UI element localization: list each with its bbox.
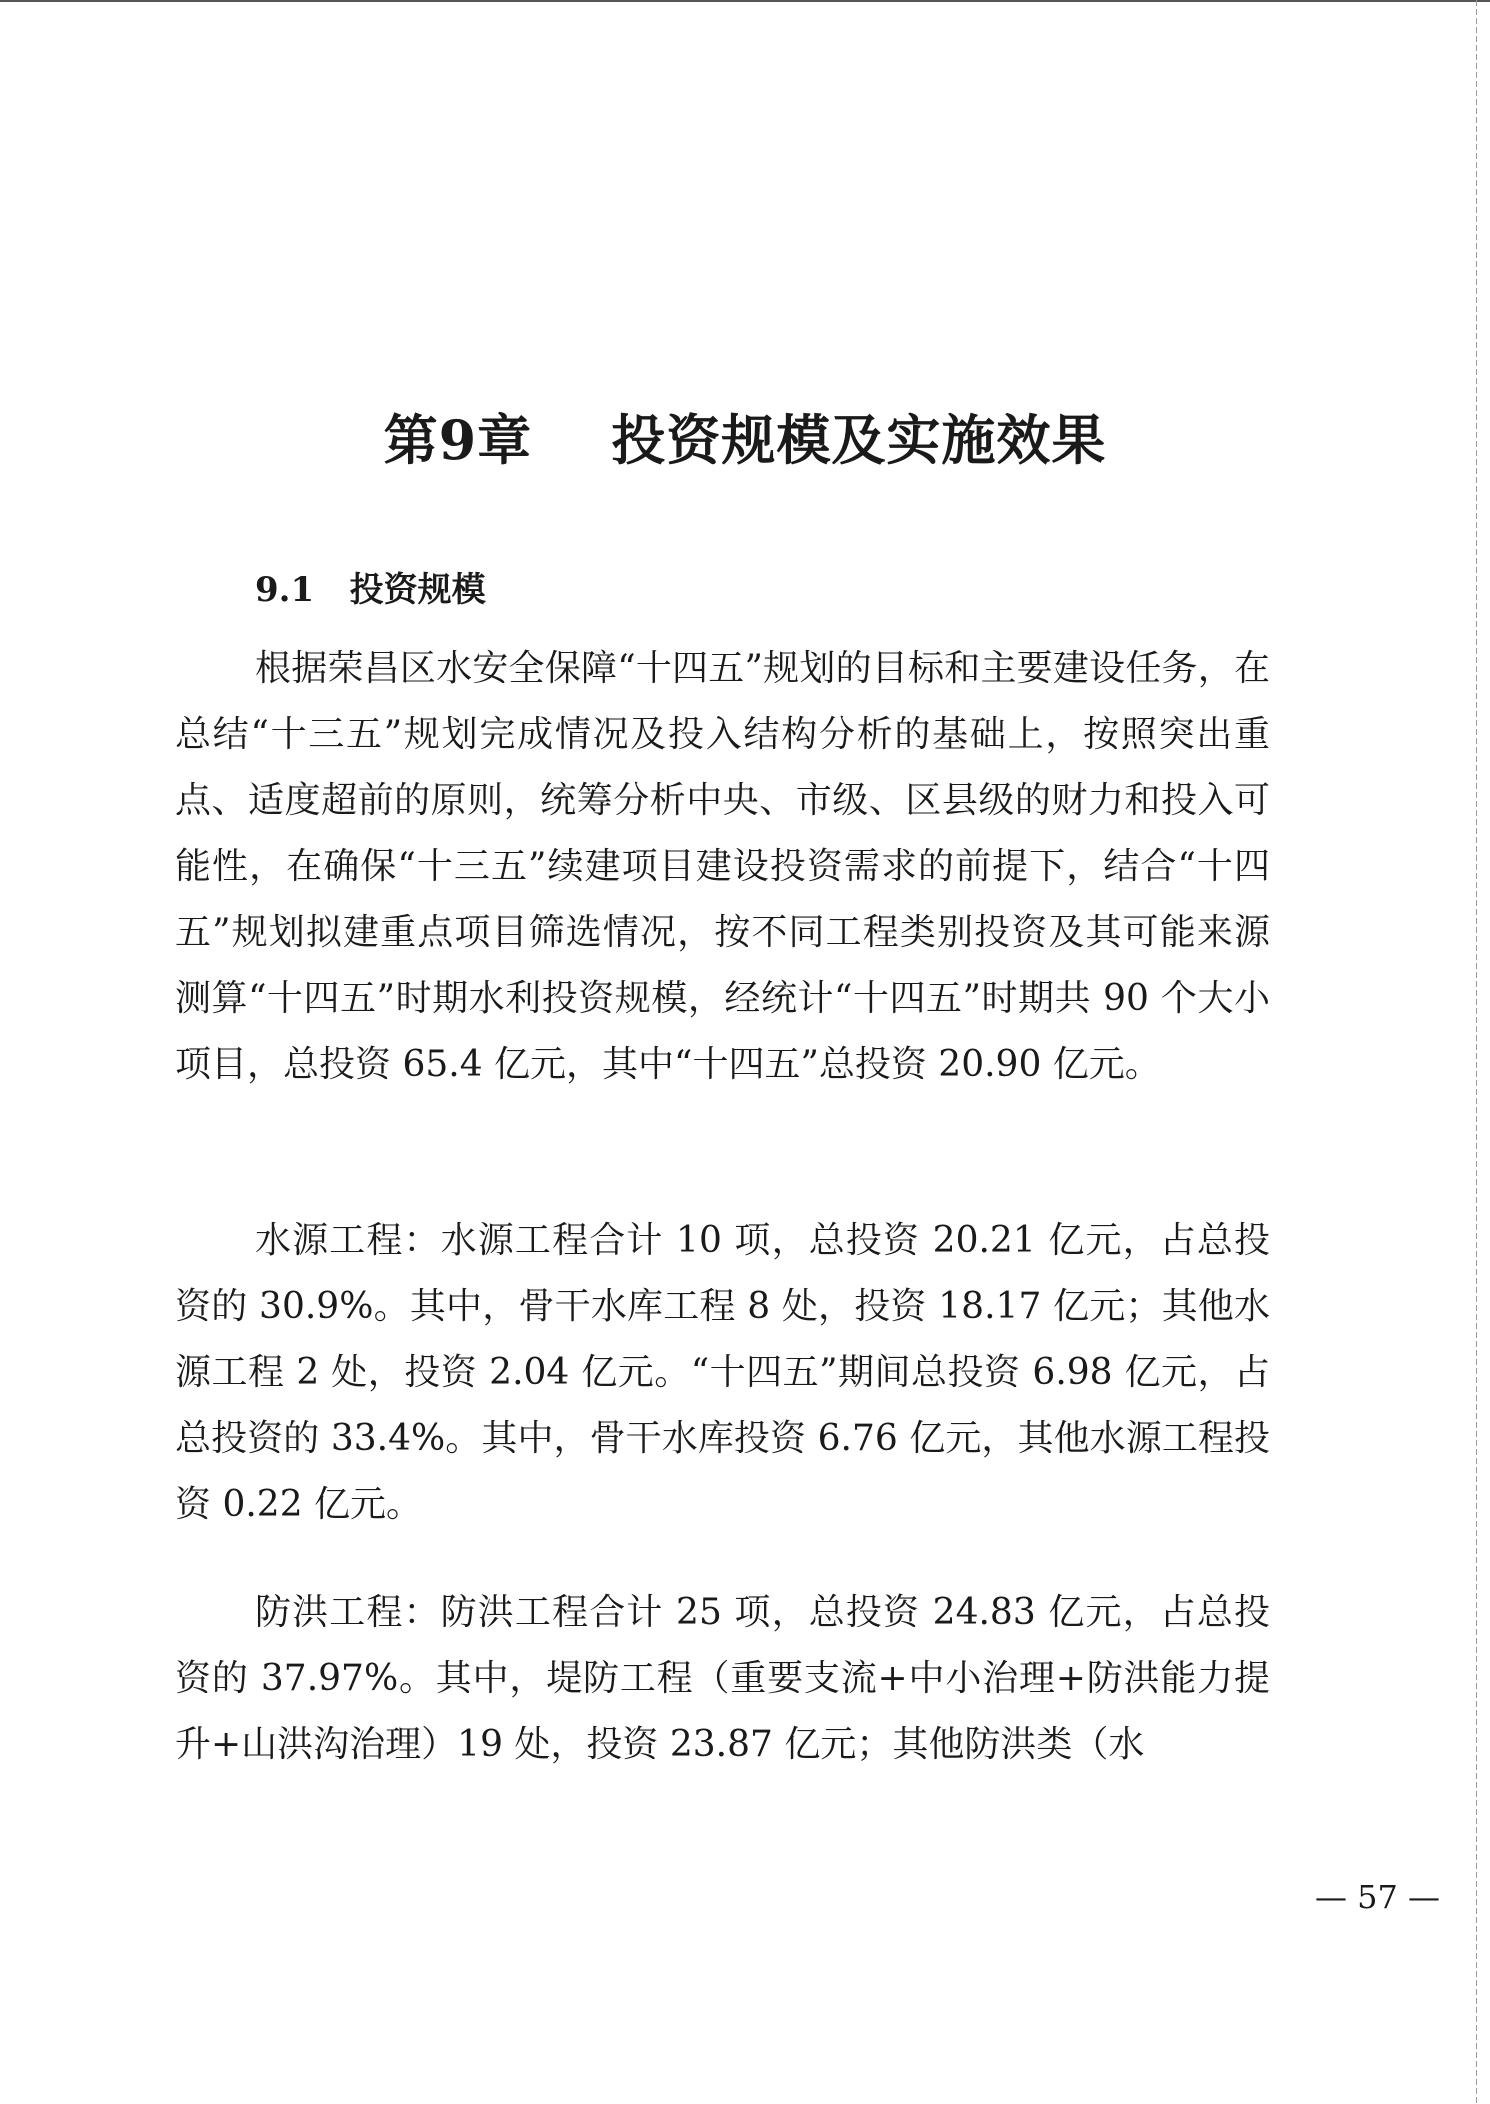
- page-top-border: [0, 0, 1490, 2]
- paragraph-investment-overview: 根据荣昌区水安全保障“十四五”规划的目标和主要建设任务，在总结“十三五”规划完成情况及投入结构分析的基础上，按照突出重点、适度超前的原则，统筹分析中央、市级、区县级的财力和投入可能性，在确保“十三五”续建项目建设投资需求的前提下，结合“十四五”规划拟建重点项目筛选情况，按不同工程类别投资及其可能来源测算“十四五”时期水利投资规模，经统计“十四五”时期共 90 个大小项目，总投资 65.4 亿元，其中“十四五”总投资 20.90 亿元。: [175, 648, 1270, 1085]
- paragraph-flood-control: 防洪工程：防洪工程合计 25 项，总投资 24.83 亿元，占总投资的 37.97%。其中，堤防工程（重要支流+中小治理+防洪能力提升+山洪沟治理）19 处，投资 23.87 亿元；其他防洪类（水: [175, 1592, 1270, 1765]
- scan-edge-line: [1476, 0, 1477, 2104]
- chapter-title: 第9章 投资规模及实施效果: [383, 408, 1107, 472]
- page-number: — 57 —: [1314, 1878, 1440, 1916]
- paragraph-water-source: 水源工程：水源工程合计 10 项，总投资 20.21 亿元，占总投资的 30.9%。其中，骨干水库工程 8 处，投资 18.17 亿元；其他水源工程 2 处，投资 2.04 亿元。“十四五”期间总投资 6.98 亿元，占总投资的 33.4%。其中，骨干水库投资 6.76 亿元，其他水源工程投资 0.22 亿元。: [175, 1220, 1270, 1525]
- section-title: 9.1 投资规模: [255, 570, 486, 610]
